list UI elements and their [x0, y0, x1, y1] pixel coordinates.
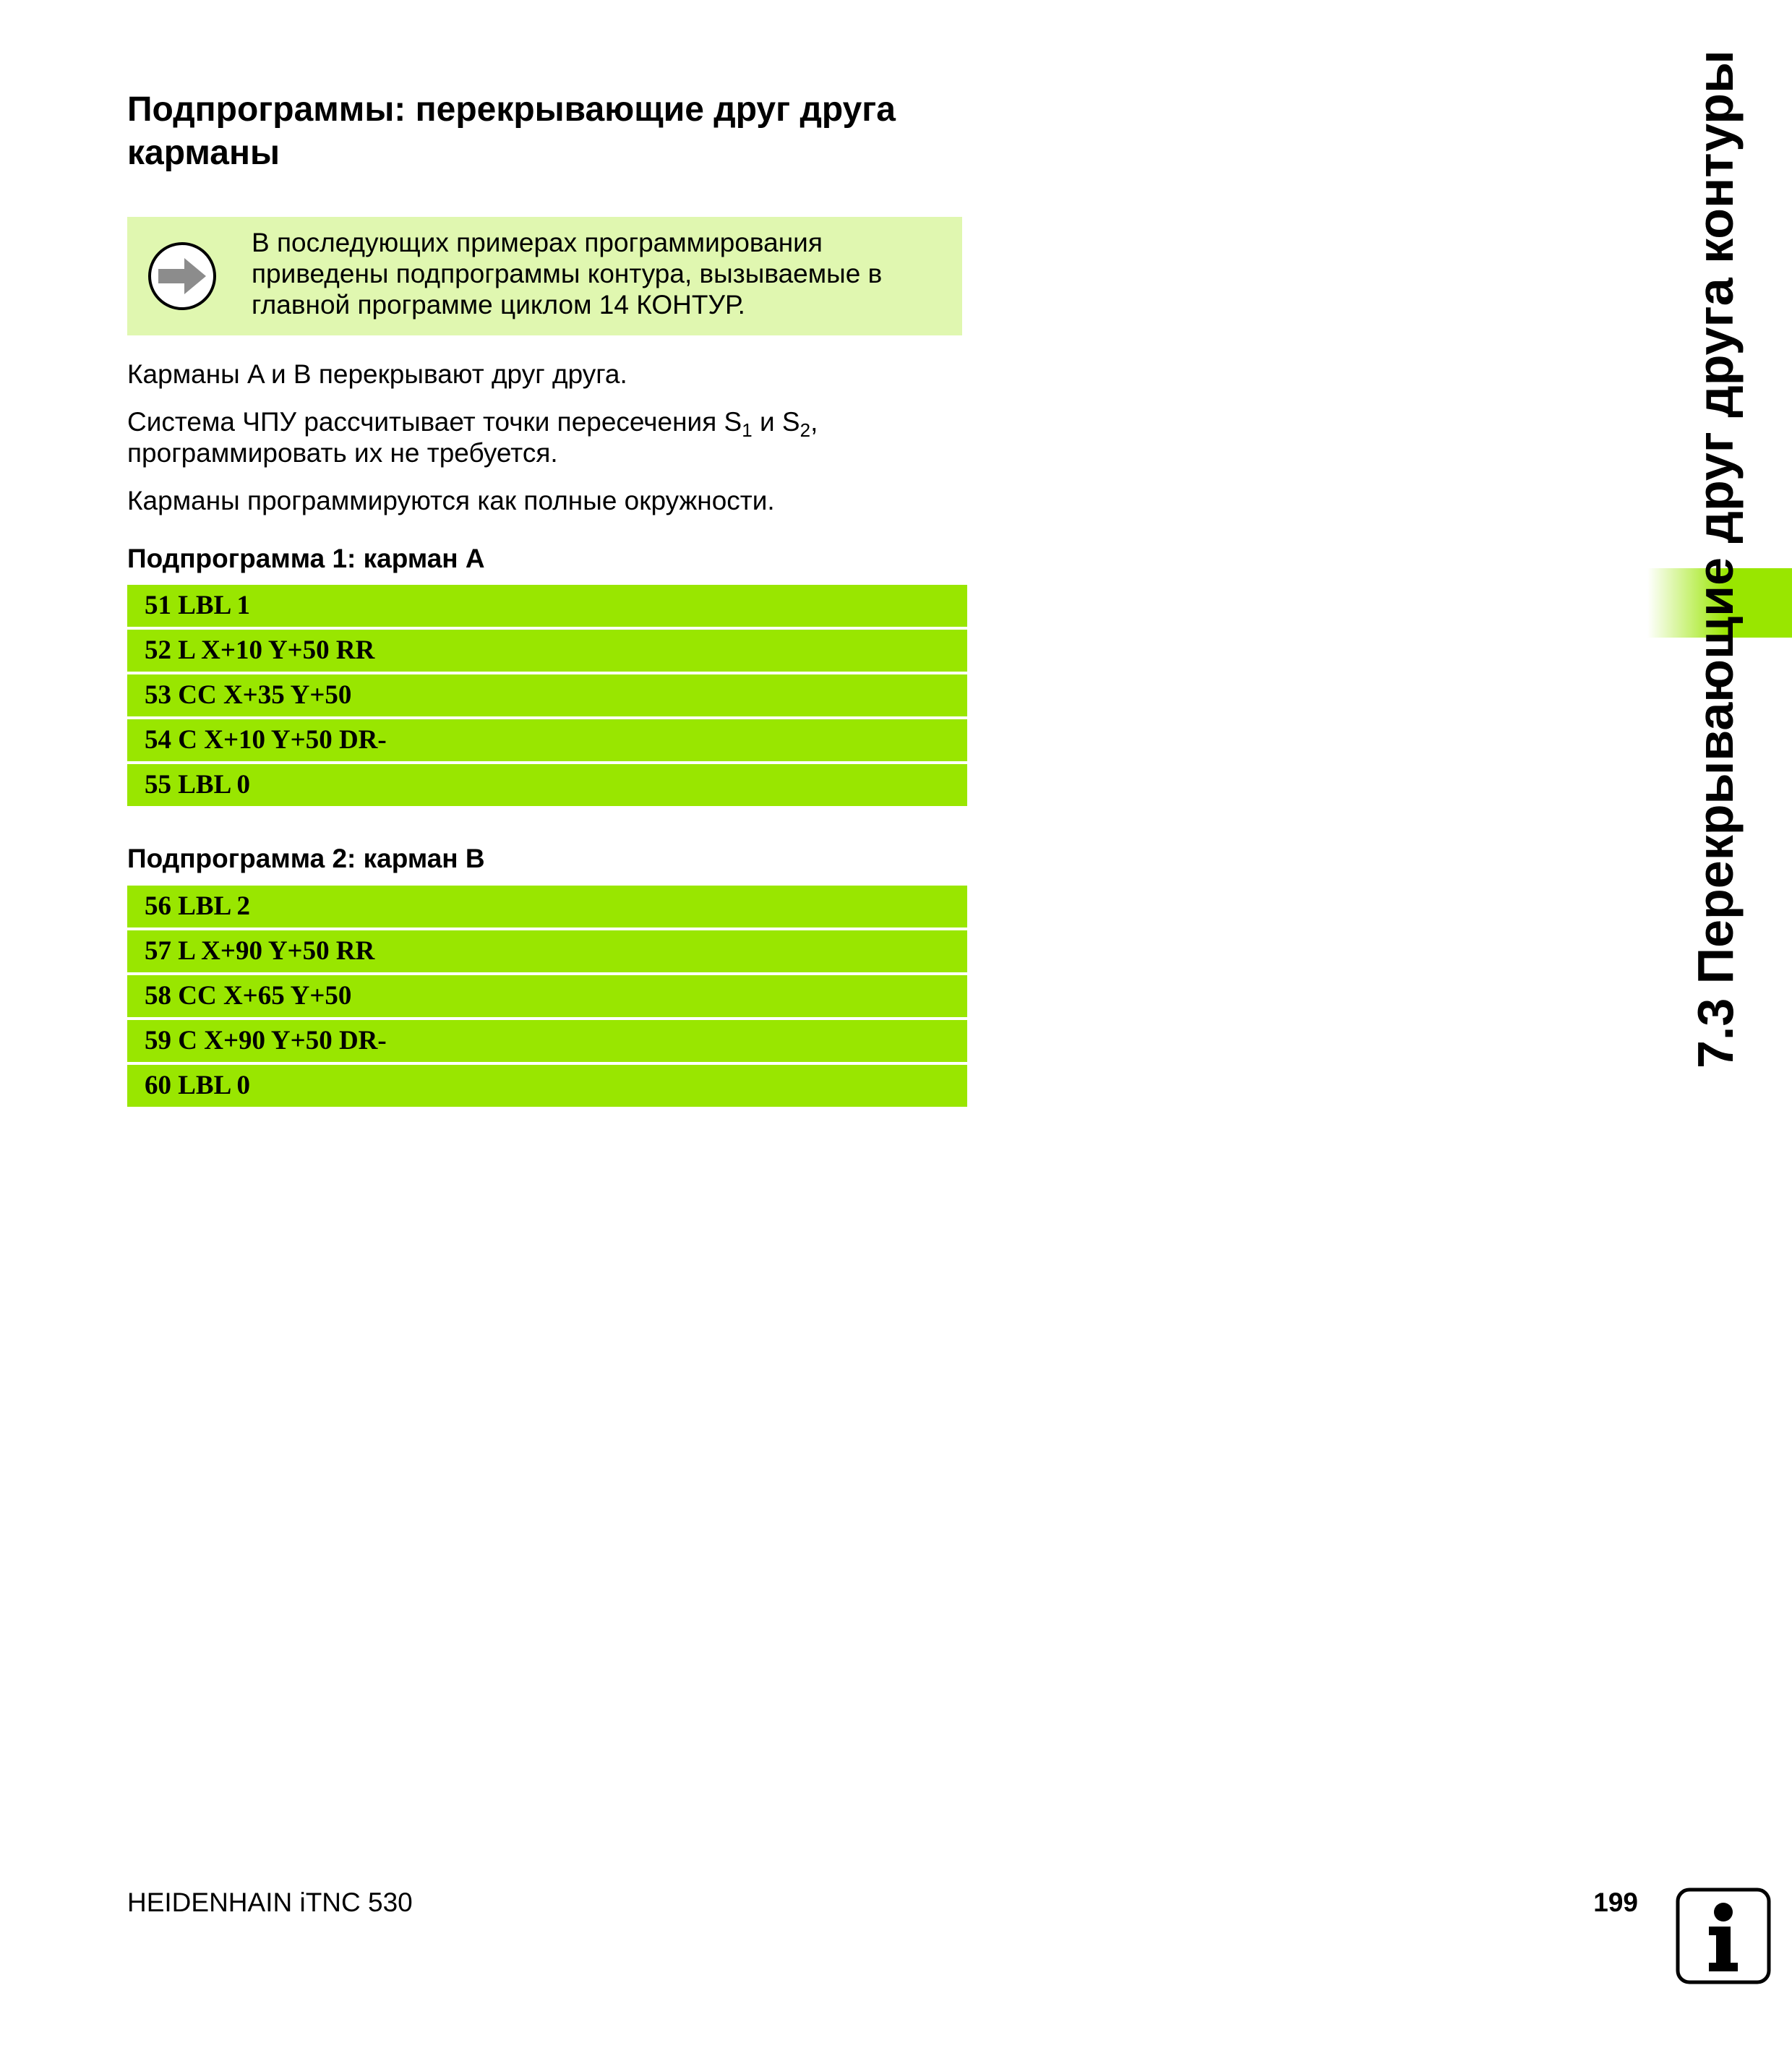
page-number: 199 — [1593, 1888, 1638, 1917]
code-line: 51 LBL 1 — [127, 585, 967, 627]
subprogram1-code-block — [127, 585, 967, 809]
code-line: 59 C X+90 Y+50 DR- — [127, 1020, 967, 1062]
code-line: 55 LBL 0 — [127, 764, 967, 806]
subprogram2-heading: Подпрограмма 2: карман B — [127, 844, 485, 873]
footer-product: HEIDENHAIN iTNC 530 — [127, 1888, 413, 1917]
code-line: 53 CC X+35 Y+50 — [127, 674, 967, 716]
code-line: 56 LBL 2 — [127, 886, 967, 927]
note-box — [127, 217, 962, 335]
code-line: 52 L X+10 Y+50 RR — [127, 630, 967, 672]
subprogram2-code-block — [127, 886, 967, 1110]
paragraph-overlap: Карманы A и B перекрывают друг друга. — [127, 359, 627, 389]
subprogram1-heading: Подпрограмма 1: карман A — [127, 544, 485, 573]
info-icon — [1676, 1888, 1771, 1984]
paragraph-intersection: Система ЧПУ рассчитывает точки пересечения $S_1$ и $S_2$, программировать их не требуется. — [127, 407, 818, 468]
code-line: 57 L X+90 Y+50 RR — [127, 930, 967, 972]
note-text: В последующих примерах программирования приведены подпрограммы контура, вызываемые в главной программе циклом 14 КОНТУР. — [252, 228, 883, 320]
code-line: 58 CC X+65 Y+50 — [127, 975, 967, 1017]
paragraph-full-circles: Карманы программируются как полные окружности. — [127, 486, 775, 515]
arrow-right-icon — [147, 241, 218, 312]
code-line: 54 C X+10 Y+50 DR- — [127, 719, 967, 761]
chapter-side-title: 7.3 Перекрывающие друг друга контуры — [1687, 50, 1744, 1068]
page-title: Подпрограммы: перекрывающие друг друга карманы — [127, 90, 896, 172]
code-line: 60 LBL 0 — [127, 1065, 967, 1107]
